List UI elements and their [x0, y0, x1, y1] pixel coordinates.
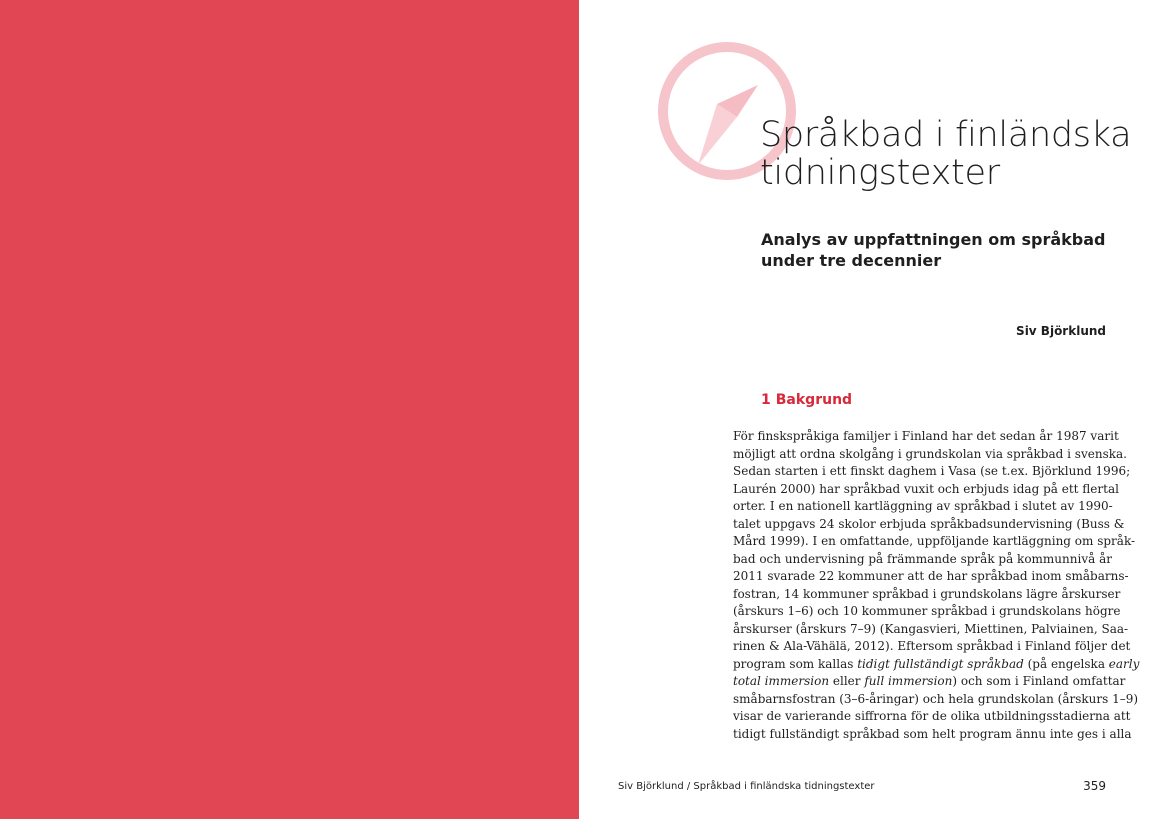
body-line: 2011 svarade 22 kommuner att de har språkbad inom småbarns-	[733, 569, 1129, 583]
body-line: (årskurs 1–6) och 10 kommuner språkbad i grundskolans högre	[733, 604, 1121, 618]
body-line: årskurser (årskurs 7–9) (Kangasvieri, Miettinen, Palviainen, Saa-	[733, 621, 1129, 636]
body-line: rinen & Ala-Vähälä, 2012). Eftersom språkbad i Finland följer det	[733, 639, 1131, 653]
section-heading	[761, 392, 852, 408]
body-line: För finskspråkiga familjer i Finland har det sedan år 1987 varit	[733, 429, 1119, 443]
body-paragraph	[733, 428, 1140, 743]
body-line: visar de varierande siffrorna för de olika utbildningsstadierna att	[733, 709, 1131, 723]
title-line: Språkbad i finländska	[760, 115, 1132, 155]
body-line: Sedan starten i ett finskt daghem i Vasa (se t.ex. Björklund 1996;	[733, 464, 1131, 478]
title-line: tidningstexter	[760, 153, 1000, 193]
body-line: Laurén 2000) har språkbad vuxit och erbjuds idag på ett flertal	[733, 481, 1119, 496]
body-line: bad och undervisning på främmande språk på kommunnivå år	[733, 551, 1112, 566]
body-text: eller	[829, 674, 865, 688]
body-text: (på engelska	[1023, 656, 1109, 671]
page-number: 359	[1083, 779, 1106, 793]
body-italic: full immersion	[864, 674, 953, 688]
body-text: program som kallas	[733, 656, 858, 671]
author-name: Siv Björklund	[1016, 324, 1106, 338]
subtitle-line: Analys av uppfattningen om språkbad	[761, 230, 1106, 249]
body-line: orter. I en nationell kartläggning av språkbad i slutet av 1990-	[733, 499, 1113, 513]
body-line: Mård 1999). I en omfattande, uppföljande kartläggning om språk-	[733, 534, 1136, 548]
chapter-subtitle	[761, 229, 1121, 271]
running-footer: Siv Björklund / Språkbad i finländska tidningstexter	[618, 781, 875, 792]
section-title: Bakgrund	[775, 392, 853, 408]
body-line: fostran, 14 kommuner språkbad i grundskolans lägre årskurser	[733, 586, 1121, 601]
section-number: 1	[761, 392, 771, 408]
body-italic: tidigt fullständigt språkbad	[857, 656, 1024, 671]
body-text: ) och som i Finland omfattar	[952, 674, 1126, 688]
body-line	[733, 673, 1126, 691]
body-italic: total immersion	[733, 674, 830, 688]
body-line: tidigt fullständigt språkbad som helt program ännu inte ges i alla	[733, 726, 1132, 741]
subtitle-line: under tre decennier	[761, 251, 942, 270]
body-line: talet uppgavs 24 skolor erbjuda språkbadsundervisning (Buss &	[733, 516, 1125, 531]
body-line: möjligt att ordna skolgång i grundskolan via språkbad i svenska.	[733, 446, 1127, 461]
body-line	[733, 656, 1140, 674]
body-line: småbarnsfostran (3–6-åringar) och hela grundskolan (årskurs 1–9)	[733, 691, 1139, 706]
body-italic: early	[1108, 656, 1140, 671]
chapter-title	[760, 116, 1140, 192]
